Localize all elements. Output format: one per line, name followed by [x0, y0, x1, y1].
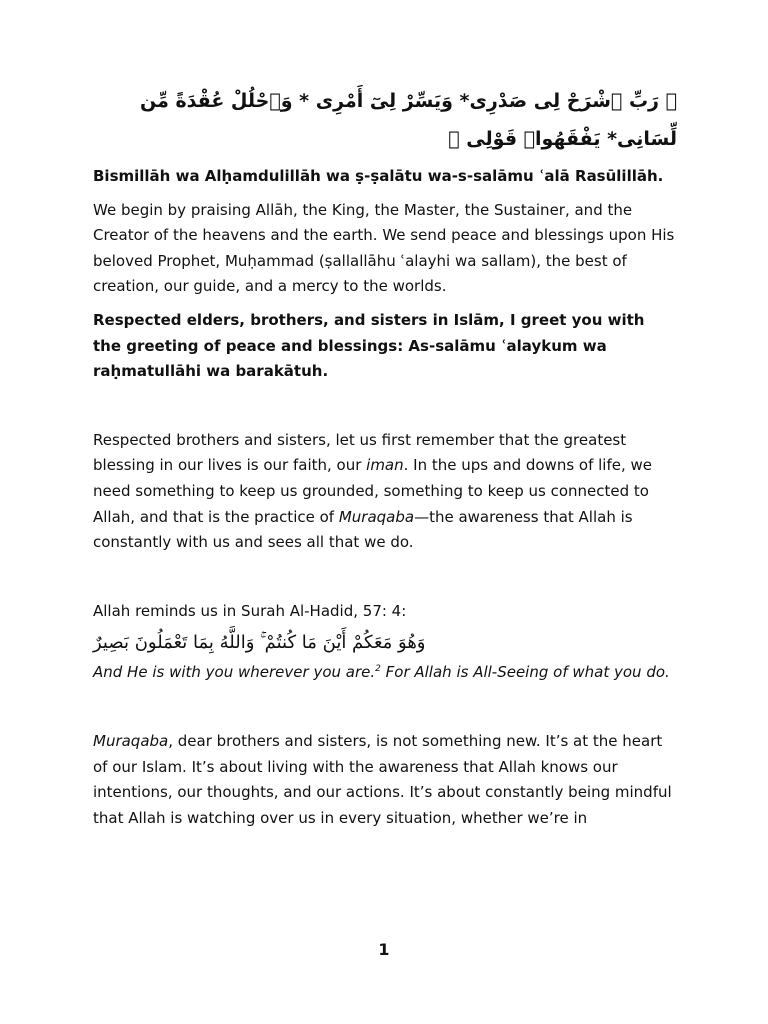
verse-intro: Allah reminds us in Surah Al-Hadid, 57: 4:: [93, 601, 407, 620]
italic-term: Muraqaba: [93, 731, 169, 750]
text-run: , dear brothers and sisters, is not something new. It’s at the heart of our Islam. It’s about living with the awareness that Allah knows our intentions, our thoughts, and our actions. It’s about constantly being mindful that Allah is watching over us in every situation, whether we’re in: [93, 731, 672, 827]
page-content: [93, 82, 677, 831]
salutation-paragraph: Respected elders, brothers, and sisters in Islām, I greet you with the greeting of peace and blessings: As-salāmu ʿalaykum wa raḥmatullāhi wa barakātuh.: [93, 310, 645, 381]
text-run: Respected brothers and sisters, let us first remember that the greatest blessing in our lives is our faith, our: [93, 430, 627, 475]
page-number: 1: [378, 940, 390, 959]
opening-greeting: Bismillāh wa Alḥamdulillāh wa ṣ-ṣalātu wa-s-salāmu ʿalā Rasūlillāh.: [93, 167, 664, 185]
quran-verse: وَهُوَ مَعَكُمْ أَيْنَ مَا كُنتُمْ ۚ وَاللَّهُ بِمَا تَعْمَلُونَ بَصِيرٌ: [93, 632, 426, 654]
praise-paragraph: We begin by praising Allāh, the King, the Master, the Sustainer, and the Creator of the heavens and the earth. We send peace and blessings upon His beloved Prophet, Muḥammad (ṣallallāhu ʿalayhi wa sallam), the best of creation, our guide, and a mercy to the worlds.: [93, 200, 675, 296]
verse-translation: [93, 660, 677, 686]
italic-term: Muraqaba: [338, 507, 415, 526]
text-run: For Allah is All-Seeing of what you do.: [380, 663, 670, 682]
arabic-heading: ﴿ رَبِّ ٱشْرَحْ لِى صَدْرِى* وَيَسِّرْ لِىٓ أَمْرِى * وَٱحْلُلْ عُقْدَةً مِّن لِّسَانِى* يَفْقَهُوا۟ قَوْلِى ﴾: [139, 90, 677, 150]
text-run: . In the ups and downs of life, we need something to keep us grounded, something to keep us connected to Allah, and that is the practice of: [93, 456, 653, 526]
iman-paragraph: [93, 428, 677, 556]
muraqaba-paragraph: [93, 729, 677, 831]
text-run: And He is with you wherever you are.: [93, 663, 376, 682]
text-run: —the awareness that Allah is constantly with us and sees all that we do.: [93, 507, 633, 552]
italic-term: iman: [366, 456, 404, 475]
footnote-marker: 2: [375, 664, 381, 675]
